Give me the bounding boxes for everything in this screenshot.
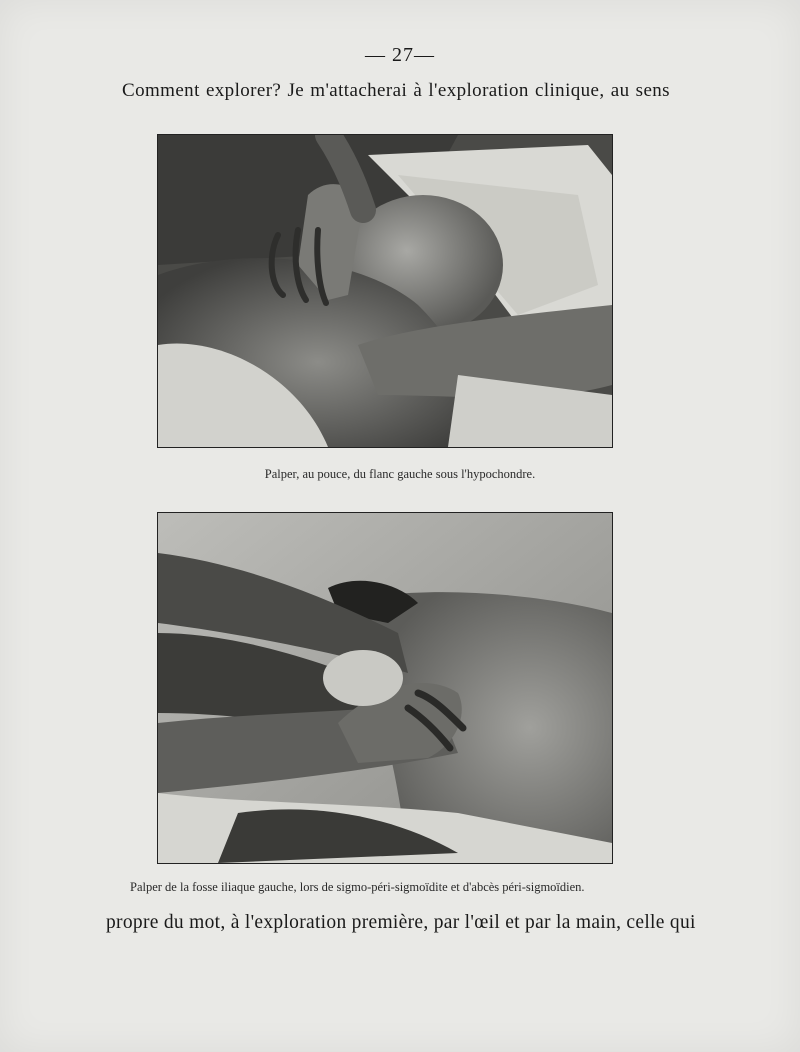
photo-flank-image [158,135,612,447]
page-number: — 27— [365,44,435,66]
word: explorer? [205,80,282,101]
figure-photo-flank-palpation [157,134,613,448]
figure-photo-iliac-palpation [157,512,613,864]
word: au [610,80,630,101]
figure-caption-2: Palper de la fosse iliaque gauche, lors de sigmo-péri-sigmoïdite et d'abcès péri-sigmoïdien. [130,880,585,894]
word: l'exploration [428,80,529,101]
body-text-line-bottom: propre du mot, à l'exploration première, par l'œil et par la main, celle qui [106,912,696,933]
word: Je [287,80,305,101]
word: m'attacherai [310,80,408,101]
word: à [413,80,423,101]
word: Comment [122,80,200,101]
word: sens [635,80,670,101]
figure-caption-1: Palper, au pouce, du flanc gauche sous l'hypochondre. [264,467,536,481]
photo-iliac-image [158,513,612,863]
body-text-line-top [122,80,670,102]
word: clinique, [534,80,605,101]
